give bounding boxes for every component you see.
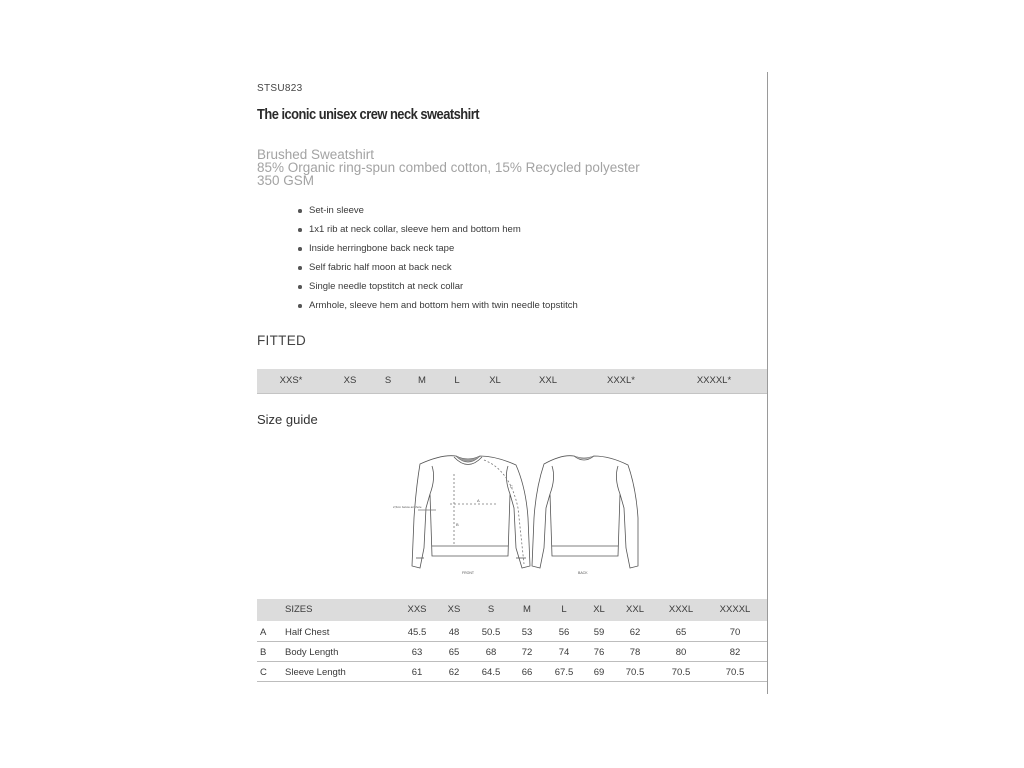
feature-item: Armhole, sleeve hem and bottom hem with twin needle topstitch: [298, 299, 578, 318]
sleeve-length-dimension-line: [484, 460, 524, 564]
fit-label: FITTED: [257, 333, 307, 348]
size-guide-table: [257, 599, 767, 682]
feature-item: Self fabric half moon at back neck: [298, 261, 578, 280]
back-collar-rib: [574, 456, 594, 459]
table-cell: 82: [729, 647, 741, 658]
size-column-header: XL: [593, 604, 605, 615]
size-available: M: [418, 375, 426, 386]
table-row: [257, 662, 767, 682]
table-row: [257, 642, 767, 662]
table-cell: 80: [675, 647, 687, 658]
feature-item: 1x1 rib at neck collar, sleeve hem and bottom hem: [298, 223, 578, 242]
size-column-header: XXL: [626, 604, 644, 615]
size-column-header: XS: [447, 604, 461, 615]
size-available: XL: [489, 375, 501, 386]
table-cell: 69: [593, 667, 605, 678]
table-cell: 50.5: [481, 627, 501, 638]
table-cell: 48: [448, 627, 460, 638]
feature-item: Single needle topstitch at neck collar: [298, 280, 578, 299]
table-cell: 70.5: [725, 667, 745, 678]
marker-a: A: [477, 498, 480, 503]
size-column-header: XXXXL: [719, 604, 751, 615]
row-key: A: [260, 627, 267, 638]
table-cell: 74: [558, 647, 570, 658]
table-cell: 76: [593, 647, 605, 658]
description-line-weight: 350 GSM: [257, 173, 315, 188]
table-cell: 68: [485, 647, 497, 658]
row-label: Half Chest: [285, 627, 330, 638]
table-cell: 64.5: [481, 667, 501, 678]
table-cell: 56: [558, 627, 570, 638]
marker-c: C: [510, 484, 513, 489]
size-column-header: S: [487, 604, 495, 615]
size-column-header: XXS: [407, 604, 427, 615]
table-cell: 78: [629, 647, 641, 658]
sizes-header-label: SIZES: [285, 604, 313, 615]
table-cell: 45.5: [407, 627, 427, 638]
armpit-note: 2,5cm below armhole: [393, 505, 422, 509]
size-available: L: [454, 375, 460, 386]
description-line-composition: 85% Organic ring-spun combed cotton, 15% Recycled polyester: [257, 160, 640, 175]
row-label: Sleeve Length: [285, 667, 346, 678]
size-available: XXXXL*: [696, 375, 732, 386]
table-cell: 65: [675, 627, 687, 638]
feature-item: Set-in sleeve: [298, 204, 578, 223]
back-view-label: BACK: [578, 571, 588, 575]
table-cell: 53: [521, 627, 533, 638]
table-cell: 62: [629, 627, 641, 638]
table-cell: 61: [411, 667, 423, 678]
marker-b: B: [456, 522, 459, 527]
sweatshirt-technical-drawing: [392, 448, 640, 578]
table-cell: 72: [521, 647, 533, 658]
size-available: XS: [343, 375, 357, 386]
size-available: XXL: [539, 375, 557, 386]
feature-list: [298, 204, 578, 318]
front-sweatshirt-outline: [412, 456, 530, 568]
right-divider-line: [767, 72, 768, 694]
table-cell: 66: [521, 667, 533, 678]
size-guide-heading: Size guide: [257, 412, 318, 427]
description-line-fabric: Brushed Sweatshirt: [257, 147, 375, 162]
back-sweatshirt-outline: [532, 456, 638, 568]
table-cell: 70: [729, 627, 741, 638]
front-view-label: FRONT: [462, 571, 475, 575]
row-key: C: [260, 667, 267, 678]
table-cell: 63: [411, 647, 423, 658]
table-cell: 59: [593, 627, 605, 638]
size-available: S: [384, 375, 392, 386]
row-key: B: [260, 647, 267, 658]
size-column-header: XXXL: [668, 604, 694, 615]
size-table-header: [257, 599, 767, 621]
size-available: XXXL*: [607, 375, 635, 386]
row-label: Body Length: [285, 647, 339, 658]
table-row: [257, 622, 767, 642]
size-available: XXS*: [279, 375, 303, 386]
table-cell: 70.5: [671, 667, 691, 678]
product-description: [257, 148, 640, 187]
product-title: The iconic unisex crew neck sweatshirt: [257, 106, 480, 123]
table-cell: 67.5: [554, 667, 574, 678]
front-collar-rib: [456, 456, 480, 462]
feature-item: Inside herringbone back neck tape: [298, 242, 578, 261]
table-cell: 70.5: [625, 667, 645, 678]
size-column-header: L: [561, 604, 567, 615]
product-code: STSU823: [257, 83, 303, 94]
table-cell: 65: [448, 647, 460, 658]
size-availability-bar: [257, 369, 767, 394]
table-cell: 62: [448, 667, 460, 678]
size-column-header: M: [523, 604, 531, 615]
